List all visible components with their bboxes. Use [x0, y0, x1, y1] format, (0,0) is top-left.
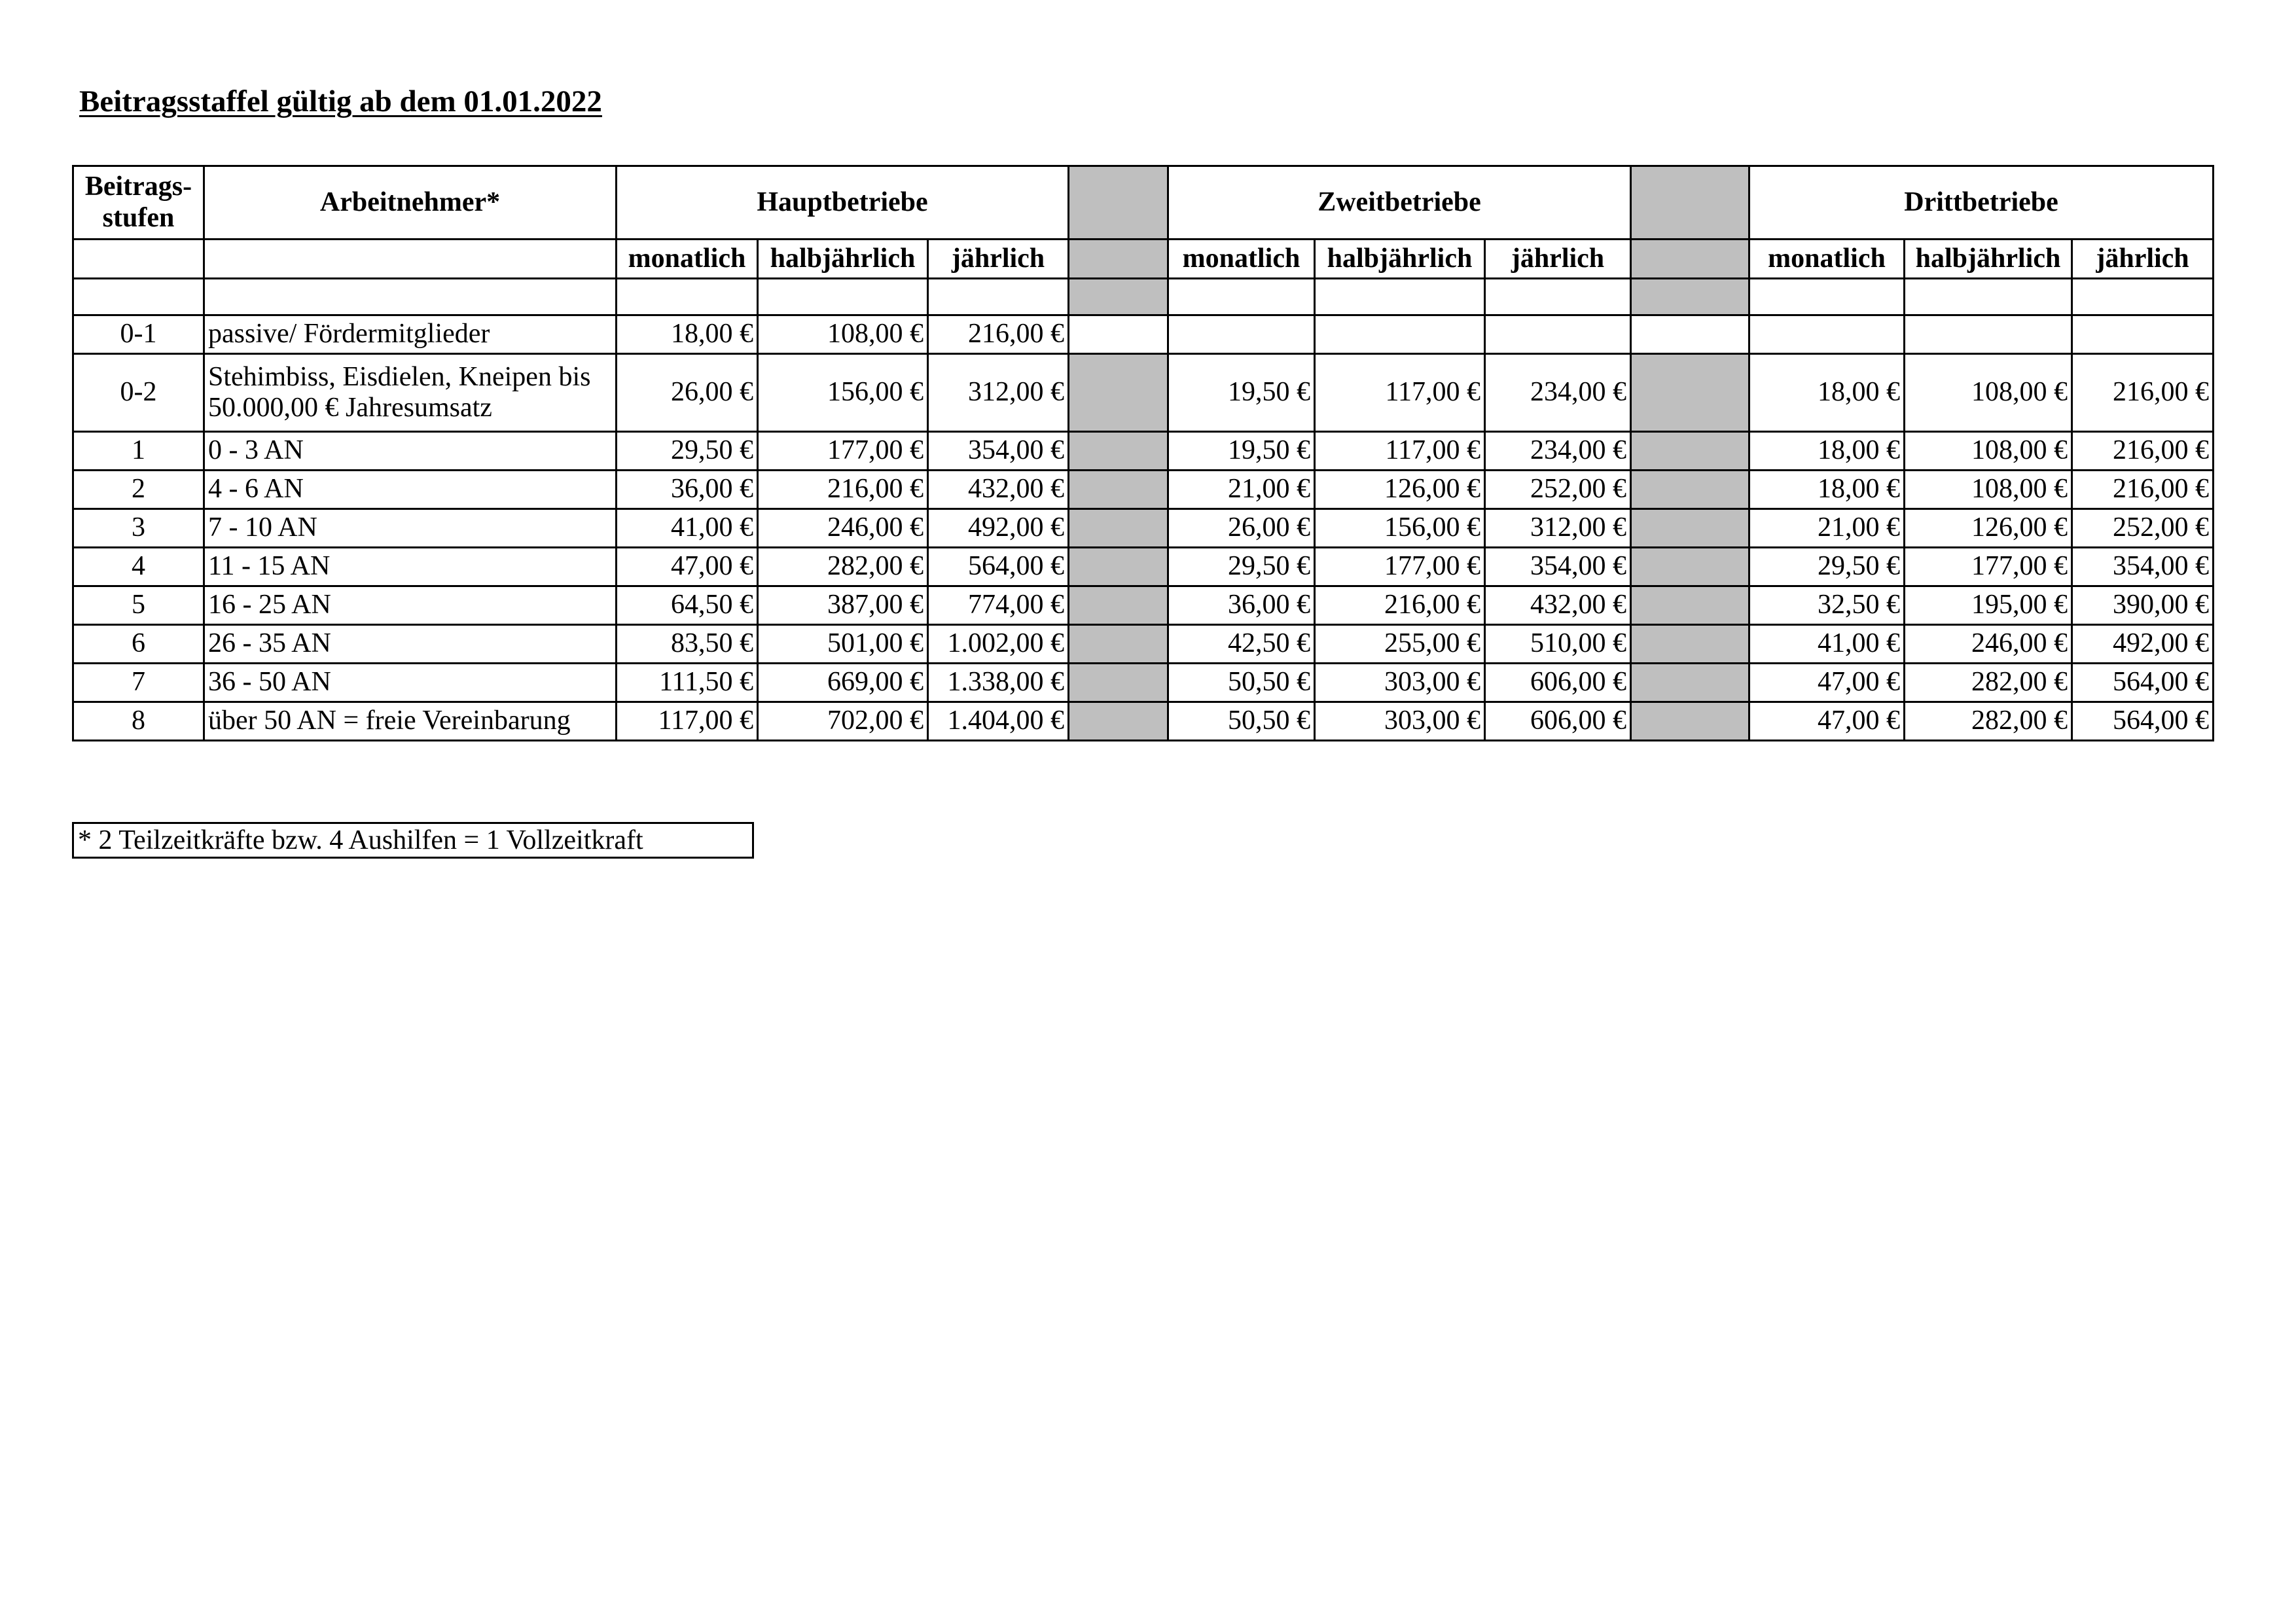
zweit-monatlich-cell: 36,00 € — [1168, 586, 1315, 625]
gap-column-cell — [1631, 432, 1749, 471]
table-row — [73, 315, 2214, 354]
gap-column-cell — [1069, 702, 1168, 741]
gap-column-cell — [1631, 702, 1749, 741]
dritt-jaehrlich-cell: 390,00 € — [2072, 586, 2214, 625]
table-row — [73, 586, 2214, 625]
table-row — [73, 432, 2214, 471]
zweit-monatlich-cell: 42,50 € — [1168, 625, 1315, 664]
haupt-jaehrlich-cell: 354,00 € — [928, 432, 1069, 471]
haupt-halbjaehrlich-cell: 501,00 € — [758, 625, 928, 664]
dritt-monatlich-cell: 47,00 € — [1749, 664, 1905, 702]
zweit-monatlich-cell: 21,00 € — [1168, 471, 1315, 509]
dritt-halbjaehrlich-cell: 108,00 € — [1905, 471, 2072, 509]
dritt-jaehrlich-cell: 216,00 € — [2072, 354, 2214, 432]
zweit-jaehrlich-cell: 432,00 € — [1485, 586, 1631, 625]
gap-column-cell — [1069, 240, 1168, 279]
haupt-monatlich-cell: 26,00 € — [617, 354, 758, 432]
zweit-jaehrlich-cell: 312,00 € — [1485, 509, 1631, 548]
haupt-halbjaehrlich-cell: 177,00 € — [758, 432, 928, 471]
zweit-halbjaehrlich-cell: 117,00 € — [1315, 432, 1485, 471]
header-halbjaehrlich: halbjährlich — [1315, 240, 1485, 279]
zweit-monatlich-cell: 29,50 € — [1168, 548, 1315, 586]
haupt-halbjaehrlich-cell: 387,00 € — [758, 586, 928, 625]
arbeitnehmer-cell: 7 - 10 AN — [204, 509, 617, 548]
zweit-monatlich-cell: 19,50 € — [1168, 354, 1315, 432]
empty-cell — [1485, 279, 1631, 315]
arbeitnehmer-cell: 26 - 35 AN — [204, 625, 617, 664]
zweit-jaehrlich-cell: 252,00 € — [1485, 471, 1631, 509]
arbeitnehmer-cell: 16 - 25 AN — [204, 586, 617, 625]
haupt-halbjaehrlich-cell: 216,00 € — [758, 471, 928, 509]
dritt-halbjaehrlich-cell: 108,00 € — [1905, 432, 2072, 471]
dritt-monatlich-cell — [1749, 315, 1905, 354]
header-jaehrlich: jährlich — [928, 240, 1069, 279]
gap-column-cell — [1631, 166, 1749, 240]
zweit-monatlich-cell: 50,50 € — [1168, 702, 1315, 741]
gap-cell — [1069, 315, 1168, 354]
zweit-halbjaehrlich-cell: 177,00 € — [1315, 548, 1485, 586]
dritt-halbjaehrlich-cell: 282,00 € — [1905, 664, 2072, 702]
haupt-jaehrlich-cell: 492,00 € — [928, 509, 1069, 548]
haupt-jaehrlich-cell: 774,00 € — [928, 586, 1069, 625]
header-zweitbetriebe: Zweitbetriebe — [1168, 166, 1631, 240]
footnote: * 2 Teilzeitkräfte bzw. 4 Aushilfen = 1 Vollzeitkraft — [72, 822, 754, 859]
dritt-jaehrlich-cell — [2072, 315, 2214, 354]
dritt-halbjaehrlich-cell: 126,00 € — [1905, 509, 2072, 548]
zweit-jaehrlich-cell: 606,00 € — [1485, 702, 1631, 741]
empty-cell — [73, 279, 204, 315]
haupt-halbjaehrlich-cell: 702,00 € — [758, 702, 928, 741]
dritt-halbjaehrlich-cell: 108,00 € — [1905, 354, 2072, 432]
dritt-halbjaehrlich-cell — [1905, 315, 2072, 354]
gap-column-cell — [1069, 625, 1168, 664]
dritt-jaehrlich-cell: 564,00 € — [2072, 664, 2214, 702]
haupt-monatlich-cell: 64,50 € — [617, 586, 758, 625]
dritt-jaehrlich-cell: 216,00 € — [2072, 432, 2214, 471]
gap-column-cell — [1631, 586, 1749, 625]
beitragsstufe-cell: 0-2 — [73, 354, 204, 432]
empty-cell — [617, 279, 758, 315]
header-halbjaehrlich: halbjährlich — [1905, 240, 2072, 279]
haupt-monatlich-cell: 117,00 € — [617, 702, 758, 741]
haupt-jaehrlich-cell: 1.404,00 € — [928, 702, 1069, 741]
fee-schedule-table — [72, 165, 2214, 741]
dritt-jaehrlich-cell: 216,00 € — [2072, 471, 2214, 509]
arbeitnehmer-cell: 4 - 6 AN — [204, 471, 617, 509]
zweit-jaehrlich-cell: 510,00 € — [1485, 625, 1631, 664]
haupt-monatlich-cell: 111,50 € — [617, 664, 758, 702]
table-row — [73, 664, 2214, 702]
haupt-monatlich-cell: 29,50 € — [617, 432, 758, 471]
gap-column-cell — [1069, 354, 1168, 432]
dritt-monatlich-cell: 47,00 € — [1749, 702, 1905, 741]
dritt-jaehrlich-cell: 564,00 € — [2072, 702, 2214, 741]
header-beitragsstufen: Beitrags-stufen — [73, 166, 204, 240]
zweit-jaehrlich-cell: 234,00 € — [1485, 432, 1631, 471]
dritt-halbjaehrlich-cell: 282,00 € — [1905, 702, 2072, 741]
zweit-halbjaehrlich-cell: 303,00 € — [1315, 702, 1485, 741]
haupt-jaehrlich-cell: 432,00 € — [928, 471, 1069, 509]
dritt-halbjaehrlich-cell: 177,00 € — [1905, 548, 2072, 586]
gap-column-cell — [1631, 354, 1749, 432]
zweit-monatlich-cell: 50,50 € — [1168, 664, 1315, 702]
header-row-groups — [73, 166, 2214, 240]
header-jaehrlich: jährlich — [1485, 240, 1631, 279]
haupt-halbjaehrlich-cell: 282,00 € — [758, 548, 928, 586]
zweit-jaehrlich-cell: 354,00 € — [1485, 548, 1631, 586]
haupt-jaehrlich-cell: 564,00 € — [928, 548, 1069, 586]
zweit-monatlich-cell: 26,00 € — [1168, 509, 1315, 548]
haupt-monatlich-cell: 41,00 € — [617, 509, 758, 548]
zweit-halbjaehrlich-cell: 216,00 € — [1315, 586, 1485, 625]
blank-row — [73, 279, 2214, 315]
header-jaehrlich: jährlich — [2072, 240, 2214, 279]
gap-column-cell — [1631, 240, 1749, 279]
header-drittbetriebe: Drittbetriebe — [1749, 166, 2214, 240]
empty-cell — [204, 279, 617, 315]
dritt-jaehrlich-cell: 354,00 € — [2072, 548, 2214, 586]
header-monatlich: monatlich — [1749, 240, 1905, 279]
arbeitnehmer-cell: 0 - 3 AN — [204, 432, 617, 471]
gap-column-cell — [1631, 625, 1749, 664]
page-title: Beitragsstaffel gültig ab dem 01.01.2022 — [79, 84, 602, 118]
zweit-halbjaehrlich-cell: 303,00 € — [1315, 664, 1485, 702]
dritt-halbjaehrlich-cell: 195,00 € — [1905, 586, 2072, 625]
haupt-jaehrlich-cell: 216,00 € — [928, 315, 1069, 354]
zweit-jaehrlich-cell: 606,00 € — [1485, 664, 1631, 702]
empty-cell — [758, 279, 928, 315]
haupt-jaehrlich-cell: 1.002,00 € — [928, 625, 1069, 664]
haupt-monatlich-cell: 83,50 € — [617, 625, 758, 664]
gap-column-cell — [1631, 279, 1749, 315]
empty-cell — [1315, 279, 1485, 315]
haupt-halbjaehrlich-cell: 669,00 € — [758, 664, 928, 702]
haupt-monatlich-cell: 18,00 € — [617, 315, 758, 354]
header-arbeitnehmer: Arbeitnehmer* — [204, 166, 617, 240]
zweit-halbjaehrlich-cell: 255,00 € — [1315, 625, 1485, 664]
gap-column-cell — [1069, 166, 1168, 240]
table-row — [73, 625, 2214, 664]
zweit-halbjaehrlich-cell: 156,00 € — [1315, 509, 1485, 548]
header-halbjaehrlich: halbjährlich — [758, 240, 928, 279]
dritt-monatlich-cell: 32,50 € — [1749, 586, 1905, 625]
dritt-monatlich-cell: 18,00 € — [1749, 432, 1905, 471]
zweit-monatlich-cell: 19,50 € — [1168, 432, 1315, 471]
gap-column-cell — [1069, 432, 1168, 471]
table-row — [73, 702, 2214, 741]
dritt-monatlich-cell: 41,00 € — [1749, 625, 1905, 664]
header-empty-cell — [73, 240, 204, 279]
header-monatlich: monatlich — [1168, 240, 1315, 279]
beitragsstufe-cell: 0-1 — [73, 315, 204, 354]
arbeitnehmer-cell: über 50 AN = freie Vereinbarung — [204, 702, 617, 741]
haupt-monatlich-cell: 36,00 € — [617, 471, 758, 509]
arbeitnehmer-cell: Stehimbiss, Eisdielen, Kneipen bis 50.000,00 € Jahresumsatz — [204, 354, 617, 432]
haupt-halbjaehrlich-cell: 156,00 € — [758, 354, 928, 432]
dritt-jaehrlich-cell: 252,00 € — [2072, 509, 2214, 548]
zweit-halbjaehrlich-cell: 117,00 € — [1315, 354, 1485, 432]
beitragsstufe-cell: 3 — [73, 509, 204, 548]
beitragsstufe-cell: 6 — [73, 625, 204, 664]
table-row — [73, 548, 2214, 586]
empty-cell — [1905, 279, 2072, 315]
arbeitnehmer-cell: 36 - 50 AN — [204, 664, 617, 702]
arbeitnehmer-cell: passive/ Fördermitglieder — [204, 315, 617, 354]
empty-cell — [1749, 279, 1905, 315]
haupt-halbjaehrlich-cell: 246,00 € — [758, 509, 928, 548]
dritt-monatlich-cell: 21,00 € — [1749, 509, 1905, 548]
table-row — [73, 471, 2214, 509]
beitragsstufe-cell: 5 — [73, 586, 204, 625]
zweit-jaehrlich-cell — [1485, 315, 1631, 354]
header-empty-cell — [204, 240, 617, 279]
empty-cell — [928, 279, 1069, 315]
haupt-halbjaehrlich-cell: 108,00 € — [758, 315, 928, 354]
dritt-halbjaehrlich-cell: 246,00 € — [1905, 625, 2072, 664]
gap-column-cell — [1631, 471, 1749, 509]
gap-column-cell — [1069, 471, 1168, 509]
zweit-monatlich-cell — [1168, 315, 1315, 354]
table-row — [73, 354, 2214, 432]
dritt-jaehrlich-cell: 492,00 € — [2072, 625, 2214, 664]
dritt-monatlich-cell: 18,00 € — [1749, 471, 1905, 509]
beitragsstufe-cell: 1 — [73, 432, 204, 471]
gap-column-cell — [1069, 664, 1168, 702]
haupt-jaehrlich-cell: 312,00 € — [928, 354, 1069, 432]
header-monatlich: monatlich — [617, 240, 758, 279]
beitragsstufe-cell: 2 — [73, 471, 204, 509]
table-row — [73, 509, 2214, 548]
beitragsstufe-cell: 8 — [73, 702, 204, 741]
empty-cell — [2072, 279, 2214, 315]
gap-column-cell — [1069, 586, 1168, 625]
gap-column-cell — [1069, 509, 1168, 548]
gap-column-cell — [1631, 664, 1749, 702]
empty-cell — [1168, 279, 1315, 315]
arbeitnehmer-cell: 11 - 15 AN — [204, 548, 617, 586]
zweit-halbjaehrlich-cell — [1315, 315, 1485, 354]
gap-column-cell — [1069, 548, 1168, 586]
beitragsstufe-cell: 7 — [73, 664, 204, 702]
beitragsstufe-cell: 4 — [73, 548, 204, 586]
zweit-jaehrlich-cell: 234,00 € — [1485, 354, 1631, 432]
gap-column-cell — [1631, 509, 1749, 548]
gap-column-cell — [1631, 548, 1749, 586]
dritt-monatlich-cell: 18,00 € — [1749, 354, 1905, 432]
header-hauptbetriebe: Hauptbetriebe — [617, 166, 1069, 240]
haupt-jaehrlich-cell: 1.338,00 € — [928, 664, 1069, 702]
zweit-halbjaehrlich-cell: 126,00 € — [1315, 471, 1485, 509]
header-row-periods — [73, 240, 2214, 279]
dritt-monatlich-cell: 29,50 € — [1749, 548, 1905, 586]
gap-cell — [1631, 315, 1749, 354]
gap-column-cell — [1069, 279, 1168, 315]
haupt-monatlich-cell: 47,00 € — [617, 548, 758, 586]
